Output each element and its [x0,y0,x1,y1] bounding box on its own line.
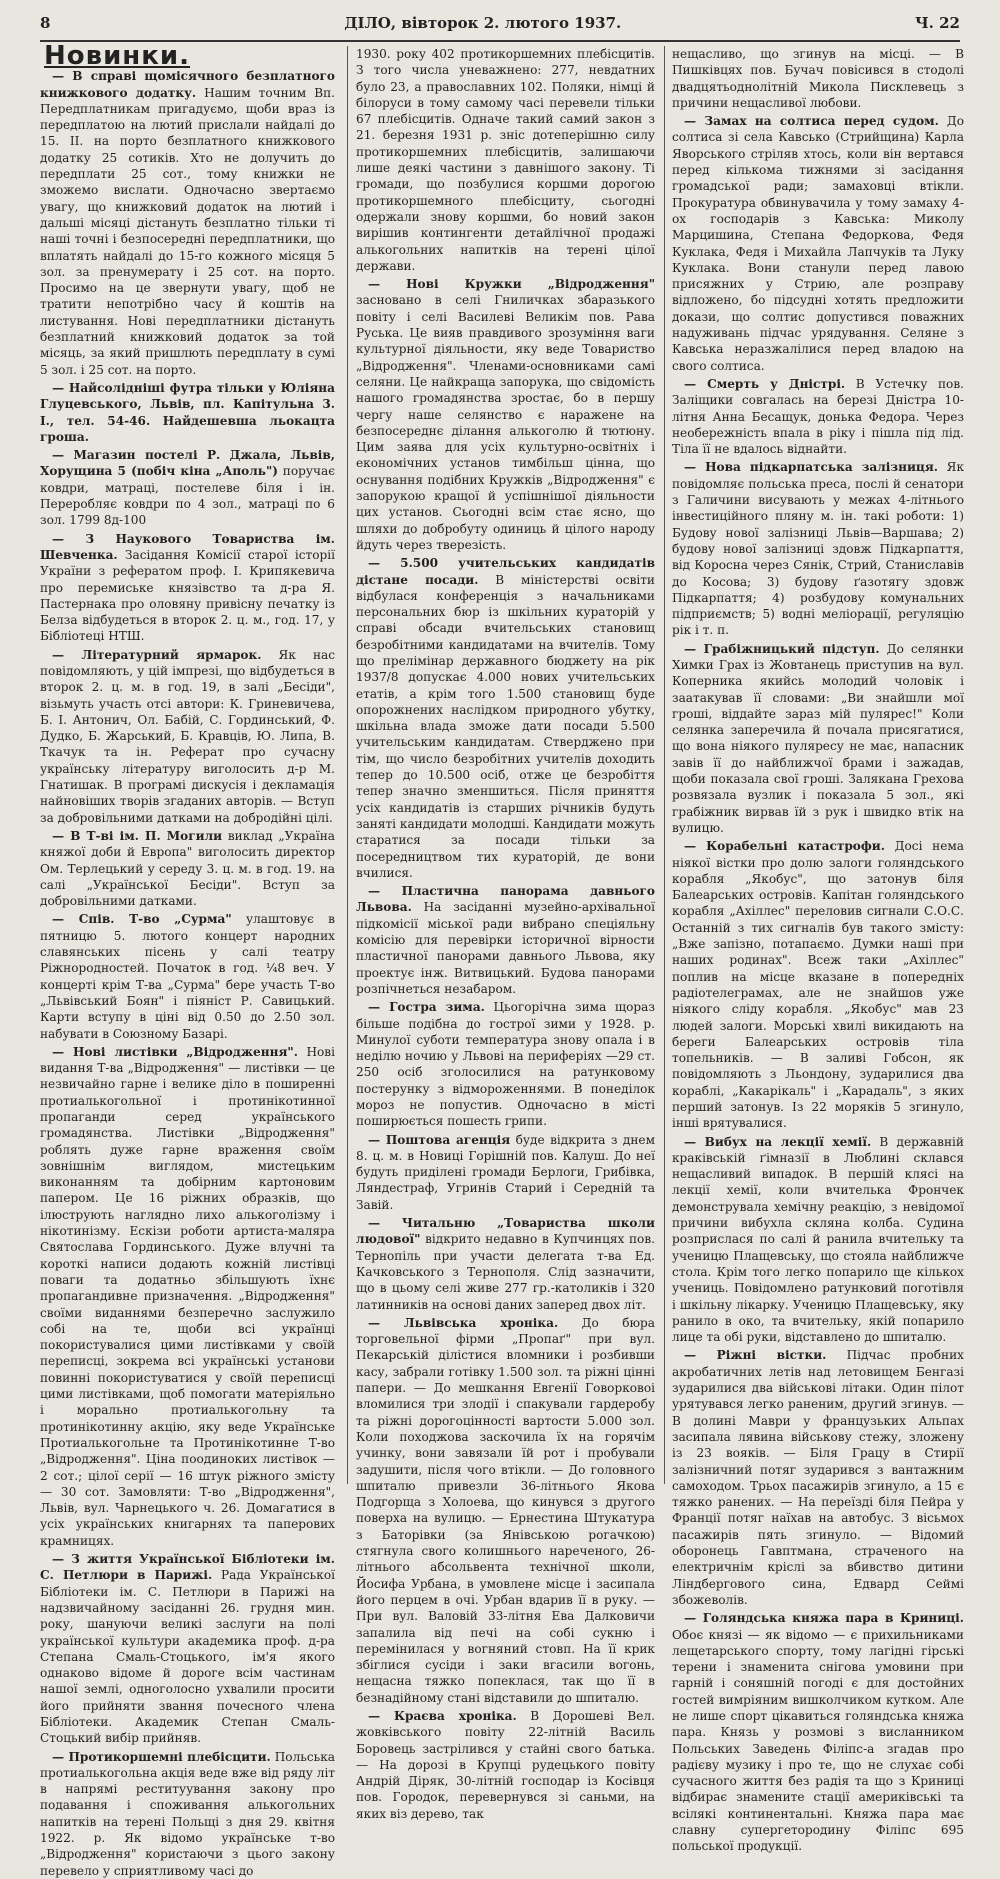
news-headline: — В справі щомісячного безплатного книжкового додатку. [40,69,335,100]
news-text: Обоє князі — як відомо — є прихильниками лещетарського спорту, тому лагідні гірські терени і знаменита снігова умовини при гарній і соняшній погоді є для достойних гостей вимріяним вишколчиком кутком. Але не лише спорт цікавиться голяндська княжа пара. Князь у розмові з висланником Польських Заведень Філіпс-а згадав про радієву музику і про те, що не слухає собі сучасного життя без радія та що з Криниці відбирає знамените стації америківські та всілякі континентальні. Княжа пара має славну супергетородину Філіпс 695 польської продукції. [672,1627,964,1854]
news-text: поручає ковдри, матраці, постелеве біля і ін. Переробляє ковдри по 4 зол., матраці по 6 зол. 1799 8д-100 [40,464,335,528]
news-text: В державній краківській ґімназії в Люблині склався нещасливий випадок. В першій клясі на лекції хемії, коли вчителька Фрончек демонструвала хемічну реакцію, з невідомої причини вибухла скляна колба. Судина розприслася по салі й ранила вчительку та ученицю Плащевську, що стояла найближче стола. Крім того легко попарило ще кількох учениць. Повідомлено ратунковий поготівля і шкільну лікарку. Ученицю Плащевську, яку ранило в око, та вчительку, якій попарило лице та обі руки, відставлено до шпиталю. [672,1134,964,1345]
news-text: До бюра торговельної фірми „Пропаґ" при вул. Пекарській ділістися вломники і розбивши касу, забрали готівку 1.500 зол. та ріжні цінні папери. — До мешкання Евгенії Говорковоі вломилися три злодії і спакували гардеробу та ріжні дорогоцінності вартости 5.000 зол. Коли походжова заскочила їх на горячім учинку, вони завязали їй рот і пробували задушити, після чого втікли. — До головного шпиталю привезли 36-літнього Якова Подгорща з Холоева, що кинувся з другого поверха на вулицю. — Ернестина Штукатура з Баторівки (за Янівською рогачкою) стягнула свого колишнього нареченого, 26-літнього абсольвента технічної школи, Йосифа Урбана, в умовлене місце і засипала його перцем в очі. Урбан вдарив її в руку. — При вул. Валовій 33-літня Ева Далковичи запалила від печі на собі сукню і перемінилася у вогняний стовп. На її крик збіглися сусіди і заки вгасили вогонь, нещасна тяжко попеклася, так що її в безнадійному стані відставили до шпиталю. [356,1315,655,1705]
news-text: В Устечку пов. Заліщики совгалась на березі Дністра 10-літня Анна Бесащук, донька Федора. Через необережність впала в ріку і пішла під лід. Тіла її не вдалось віднайти. [672,376,964,457]
news-text: буде відкрита з днем 8. ц. м. в Новиці Горішній пов. Калуш. До неї будуть приділені громади Берлоги, Грибівка, Ляндестраф, Угринів Старий і Середній та Завій. [356,1132,655,1212]
news-headline: — Читальню „Товариства школи людової" [356,1216,655,1247]
column-1 [40,41,335,1878]
column-divider [664,46,665,1484]
news-headline: — Пластична панорама давнього Львова. [356,884,655,915]
news-item [672,641,964,837]
news-item [356,1132,655,1213]
news-item [40,911,335,1041]
news-text: засновано в селі Гниличках збаразького повіту і селі Василеві Великім пов. Рава Руська. Це вияв правдивого зрозуміння ваги культурної діяльности, яку веде Товариство „Відродження". Членами-основниками самі селяни. Це найкраща запорука, що свідомість нашого громадянства зростає, бо в першу чергу наше селянство є наражене на безпосереднє ділання алькоголю й тютюну. Цим заява для усіх культурно-освітніх і економічних установ тимбільш цінна, що оснування подібних Кружків „Відродження" є запорукою кращої й успішнішої діяльности цих установ. Сьогодні всім стає ясно, що шляхи до добробуту одиниць й цілого народу йдуть через тверезість. [356,293,655,552]
news-text: відкрито недавно в Купчинцях пов. Тернопіль при участи делегата т-ва Ед. Качковського з Тернополя. Слід зазначити, що в цьому селі живе 277 гр.-католиків і 320 латинників на основі даних заперед двох літ. [356,1232,655,1312]
news-text: Засідання Комісії старої історії України з рефератом проф. І. Крипякевича про перемиське князівство та д-ра Я. Пастернака про оловяну привісну печатку із Белза відбудеться в второк 2. ц. м., год. 17, у Бібліотеці НТШ. [40,547,335,644]
news-text: нещасливо, що згинув на місці. — В Пишківцях пов. Бучач повісився в стодолі двадцятьоднолітній Микола Писклевець з причини нещасливої любови. [672,47,964,110]
news-text: Рада Української Бібліотеки ім. С. Петлюри в Парижі на надзвичайному засіданні 26. грудня мин. року, шануючи великі заслуги на полі української культури академика проф. д-ра Степана Смаль-Стоцького, ім'я якого однаково відоме й дороге всім частинам нашої землі, одноголосно ухвалили просити його прийняти звання почесного члена Бібліотеки. Академик Степан Смаль-Стоцький вибір прийняв. [40,1568,335,1746]
news-item [40,1044,335,1549]
news-headline: — Замах на солтиса перед судом. [684,114,939,129]
news-item [40,1749,335,1879]
news-headline: — Вибух на лекції хемії. [684,1134,872,1149]
news-headline: — Смерть у Дністрі. [684,376,846,391]
news-headline: — В Т-ві ім. П. Могили [52,828,223,843]
news-headline: — Корабельні катастрофи. [684,839,885,854]
news-text: В Дорошеві Вел. жовківського повіту 22-літній Василь Боровець застрілився у стайні свого батька. — На дорозі в Крупці рудецького повіту Андрій Діряк, 30-літній господар із Косівця пов. Городок, перевернувся зі саньми, на яких віз дерево, так [356,1708,655,1821]
news-headline: — Спів. Т-во „Сурма" [52,912,232,927]
news-headline: — Нові листівки „Відродження". [52,1044,298,1059]
news-headline: — Голяндська княжа пара в Криниці. [684,1611,964,1626]
news-headline: — Нова підкарпатська залізниця. [684,460,939,475]
news-headline: — Протикоршемні плебісцити. [52,1749,271,1764]
page-number: 8 [40,14,51,32]
news-item [40,531,335,645]
news-text: Нові видання Т-ва „Відродження" — листівки — це незвичайно гарне і велике діло в поширенні протиалькогольної і протинікотинної пропаганди серед українського громадянства. Листівки „Відродження" роблять дуже гарне враження своїм зовнішнім виглядом, мистецьким виконанням та добірним картоновим папером. Це 16 ріжних образків, що ілюструють наглядно лихо алькоголізму і нікотинізму. Ескізи роботи артиста-маляра Святослава Гординського. Дуже влучні та короткі написи додають кожній листівці поваги та додатньо збільшують їхнє пропагандивне призначення. „Відродження" своїми виданнями безперечно заслужило собі на те, щоби всі українці покористувалися цими листівками у своїй переписці, зокрема всі українські установи повинні покористуватися у своїй переписці цими листівками, щоб помогати матеріяльно і морально протиалькогольну та протинікотинну акцію, яку веде Українське Протиалькогольне та Протинікотинне Т-во „Відродження". Ціна поодиноких листівок — 2 сот.; цілої серії — 16 штук ріжного змісту — 30 сот. Замовляти: Т-во „Відродження", Львів, вул. Чарнецького ч. 26. Домагатися в усіх українських книгарнях та паперових крамницях. [40,1044,335,1548]
news-item [356,46,655,274]
news-headline: — Поштова агенція [368,1132,511,1147]
news-item [356,1708,655,1822]
news-text: Нашим точним Вп. Передплатникам пригадуємо, щоби враз із передплатою на лютий прислали найдалі до 15. II. на порто безплатного книжкового додатку 25 сотиків. Хто не долучить до передплати 25 сот., тому книжки не зможемо вислати. Одночасно звертаємо увагу, що книжковий додаток на лютий і дальші місяці дістануть безплатно тільки ті наші точні і безпосередні передплатники, що вплатять найдалі до 15-го кожного місяця 5 зол. за пренумерату і 25 сот. на порто. Просимо на це звернути увагу, щоб не тратити непотрібно часу й коштів на листування. Нові передплатники дістануть безплатний книжковий додаток за той місяць, за який пришлють передплату в сумі 5 зол. і 25 сот. на порто. [40,85,335,377]
news-item [672,376,964,457]
section-title: Новинки. [44,41,190,71]
news-item [356,999,655,1129]
news-headline: — Краєва хроніка. [368,1708,517,1723]
news-item [40,447,335,528]
news-item [672,1134,964,1346]
column-2 [356,46,655,1821]
news-text: Досі нема ніякої вістки про долю залоги голяндського корабля „Якобус", що затонув біля Балеарських островів. Капітан голяндського корабля „Ахіллес" переловив сигнали С.О.С. Останній з тих сигналів був такого змісту: „Вже запізно, потапаємо. Думки наші при наших родинах". Всеж таки „Ахіллес" поплив на місце вказане в попередніх радіотелеграмах, але не знайшов уже ніякого сліду корабля. „Якобус" мав 23 людей залоги. Морські хвилі викидають на береги Балеарських островів тіла топельників. — В заливі Гобсон, як повідомляють з Льондону, зударилися два кораблі, „Какарікаль" і „Карадаль", з яких перший затонув. Із 22 моряків 5 згинуло, інші врятувалися. [672,839,964,1131]
masthead: ДІЛО, вівторок 2. лютого 1937. [344,14,622,32]
news-headline: — 5.500 учительських кандидатів дістане посади. [356,556,655,587]
news-item [672,1610,964,1854]
news-text: Цьогорічна зима щораз більше подібна до гострої зими у 1928. р. Минулої суботи температура знову опала і в неділю ночию у Львові на периферіях —29 ст. 250 осіб зголосилися на ратунковому постерунку з відмороженнями. В понеділок мороз не попустив. Одночасно в місті поширюється пошесть грипи. [356,1000,655,1129]
news-item [672,838,964,1131]
news-item [672,46,964,111]
news-item [40,380,335,445]
news-item [40,647,335,826]
news-item [356,555,655,881]
news-text: Як нас повідомляють, у цій імпрезі, що відбудеться в второк 2. ц. м. в год. 19, в залі „Бесіди", візьмуть участь отсі автори: К. Гриневичева, Б. І. Антонич, Ол. Бабій, С. Гординський, Ф. Дудко, Б. Жарський, Б. Кравців, Ю. Липа, В. Ткачук та ін. Реферат про сучасну українську літературу виголосить д-р М. Гнатишак. В програмі дискусія і декламація найновіших творів згаданих авторів. — Вступ за добровільними датками на добродійні цілі. [40,647,335,825]
column-3 [672,46,964,1854]
news-item [672,1347,964,1608]
news-text: улаштовує в пятницю 5. лютого концерт народних славянських пісень у салі театру Ріжнородностей. Початок в год. ¼8 веч. У концерті крім Т-ва „Сурма" бере участь Т-во „Львівський Боян" і піяніст Р. Савицький. Карти вступу в ціні від 0.50 до 2.50 зол. набувати в Союзному Базарі. [40,912,335,1041]
news-headline: — Грабіжницький підступ. [684,641,880,656]
news-item [356,1315,655,1706]
news-text: Польська протиалькогольна акція веде вже від ряду літ в напрямі реституування закону про подавання і споживання алькогольних напитків на терені Польщі з дня 29. квітня 1922. р. Як відомо українське т-во „Відродження" користаючи з цього закону перевело у сприятливому часі до [40,1749,335,1878]
news-item [40,68,335,378]
news-item [356,276,655,553]
news-text: До селянки Химки Грах із Жовтанець приступив на вул. Коперника якийсь молодий чоловік і заатакував її словами: „Ви знайшли мої гроші, віддайте зараз мій пулярес!" Коли селянка заперечила й почала присягатися, що вона ніякого пуляресу не має, напасник завів її до найближчої брами і зажадав, щоби показала свої гроші. Залякана Грехова розвязала вузлик і показала 5 зол., які грабіжник вирвав їй з рук і швидко втік на вулицю. [672,641,964,835]
news-text: На засіданні музейно-архівальної підкомісії міської ради вибрано спеціяльну комісію для перевірки історичної вірности пластичної панорами давнього Львова, яку проектує інж. Витвицький. Будова панорами розпічнеться незабаром. [356,900,655,996]
news-item [356,1215,655,1313]
news-item [40,1551,335,1747]
news-headline: — Літературний ярмарок. [52,647,262,662]
news-headline: — З Наукового Товариства ім. Шевченка. [40,531,335,562]
news-item [356,883,655,997]
news-item [672,459,964,638]
news-headline: — З життя Української Бібліотеки ім. С. Петлюри в Парижі. [40,1552,335,1583]
news-text: Підчас пробних акробатичних летів над летовищем Бенгазі зударилися два військові літаки. Один пілот урятувався легко раненим, другий згинув. — В долині Маври у французьких Альпах засипала лявина військову стежу, зложену із 23 вояків. — Біля Грацу в Стирії залізничний потяг зударився з вантажним самоходом. Трьох пасажирів згинуло, а 15 є тяжко ранених. — На переїзді біля Пейра у Франції потяг наїхав на автобус. З вісьмох пасажирів пять згинуло. — Відомий оборонець Гавптмана, страченого на електричнім кріслі за вбивство дитини Ліндбергового сина, Едвард Сеймі збожеволів. [672,1348,964,1607]
news-headline: — Львівська хроніка. [368,1315,559,1330]
news-text: виклад „Україна княжої доби й Европа" виголосить директор Ом. Терлецький у середу 3. ц. м. в год. 19. на салі „Української Бесіди". Вступ за добровільними датками. [40,828,335,909]
news-headline: — Найсолідніші футра тільки у Юліяна Глуцевського, Львів, пл. Капітульна 3. I., тел. 54-46. Найдешевша льокацта гроша. [40,380,335,444]
news-text: 1930. року 402 протикоршемних плебісцитів. З того числа уневажнено: 277, невдатних було 23, а православних 102. Поляки, німці й білоруси в тому самому часі перевели тільки 67 плебісцитів. Одначе такий самий закон з 21. березня 1931 р. зніс дотеперішню силу протикоршемних плебісцитів, залишаючи лише деякі частини з давнішого закону. Ті громади, що позбулися коршми дорогою протикоршемного плебісциту, сьогодні одержали знову коршми, бо новий закон вирішив контингенти детайлічної продажі алькогольних напитків на терені цілої держави. [356,47,655,273]
news-headline: — Гостра зима. [368,1000,485,1015]
news-text: Як повідомляє польська преса, послі й сенатори з Галичини висувають у межах 4-літнього інвестиційного пляну м. ін. такі роботи: 1) Будову нової залізниці Львів—Варшава; 2) будову нової залізниці здовж Підкарпаття, від Коросна через Сянік, Стрий, Станиславів до Косова; 3) будову ґазотягу здовж Підкарпаття; 4) розбудову комунальних підприємств; 5) водні меліорації, регуляцію рік і т. п. [672,460,964,638]
news-text: В міністерстві освіти відбулася конференція з начальниками персональних бюр із шкільних кураторій у справі обсади вчительських становищ безробітними кандидатами на вчителів. Тому що прелімінар державного бюджету на рік 1937/8 допускає 4.000 нових учительських етатів, а крім того 1.500 становищ буде опорожнених наслідком природного убутку, шкільна влада зможе дати посади 5.500 учительським кандидатам. Стверджено при тім, що число безробітних учителів доходить тепер до 10.500 осіб, отже це безробіття тепер значно зменшиться. Після приняття усіх кандидатів із старших річників будуть заняті кандидати молодші. Кандидати можуть старатися за посади тільки за посередництвом тих кураторій, де вони вчилися. [356,572,655,880]
news-headline: — Ріжні вістки. [684,1348,827,1363]
news-item [40,828,335,909]
news-text: До солтиса зі села Кавсько (Стрийщина) Карла Яворського стріляв хтось, коли він вертався перед кількома тижнями зі засідання громадської ради; замаховці втікли. Прокуратура обвинувачила у тому замаху 4-ох господарів з Кавська: Миколу Марцишина, Степана Федоркова, Федя Куклака, Федя і Михайла Лапчуків та Луку Куклака. Вони станули перед лавою присяжних у Стрию, але розправу відложено, бо підсудні хотять предложити докази, що солтис допустився поважних надуживань підчас урядування. Селяне з Кавська неразжалілися перед владою на свого солтиса. [672,114,964,373]
news-headline: — Магазин постелі Р. Джала, Львів, Хорущина 5 (побіч кіна „Аполь") [40,448,335,479]
issue-number: Ч. 22 [914,14,960,32]
news-item [672,113,964,374]
news-headline: — Нові Кружки „Відродження" [368,277,655,292]
page-header [40,14,960,38]
column-divider [347,46,348,1484]
